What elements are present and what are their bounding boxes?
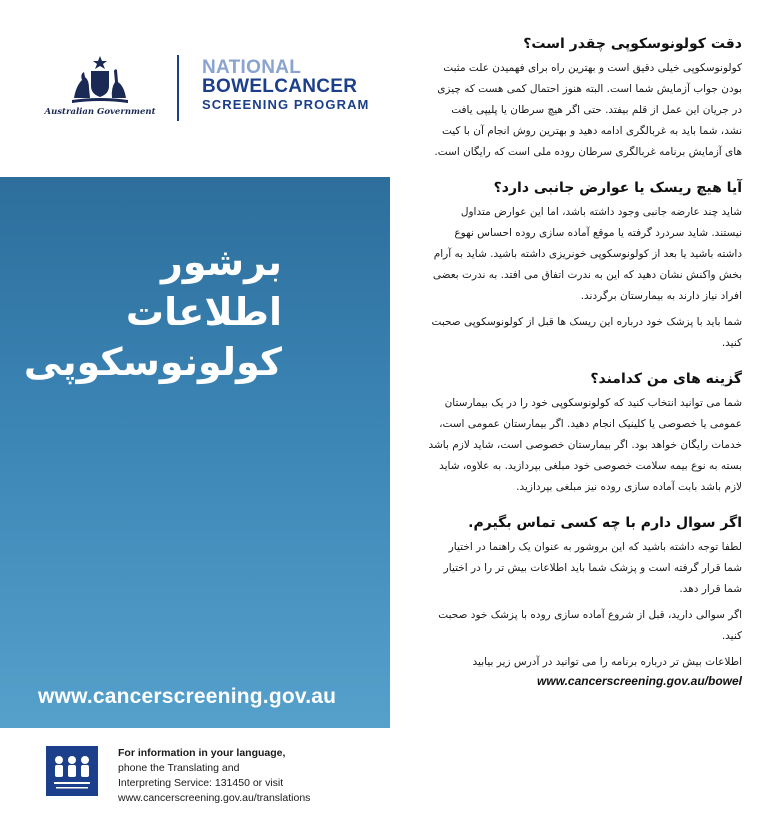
cover-title [24, 237, 282, 387]
section-heading: اگر سوال دارم با چه کسی تماس بگیرم. [468, 515, 742, 531]
government-name: Australian Government [44, 107, 156, 117]
program-logo-line3: SCREENING PROGRAM [202, 97, 370, 112]
info-column [428, 34, 742, 704]
program-logo-line2: BOWELCANCER [202, 76, 358, 97]
section-options [428, 369, 742, 498]
program-logo-line1: NATIONAL [202, 57, 302, 78]
translating-heading: For information in your language, [118, 747, 286, 759]
cover-title-line: کولونوسکوپی [23, 340, 282, 384]
bowel-info-link[interactable]: www.cancerscreening.gov.au/bowel [537, 674, 742, 688]
section-paragraph: اگر سوالی دارید، قبل از شروع آماده سازی روده با پزشک خود صحبت کنید. [438, 609, 742, 642]
section-accuracy [428, 34, 742, 163]
section-paragraph: شاید چند عارضه جانبی وجود داشته باشد، اما این عوارض متداول نیستند. شاید سردرد گرفته یا موقع آماده سازی روده احساس نهوع داشته باشید یا بعد از کولونوسکوپی خونریزی داشته باشید. شاید به آرام بخش واکنش نشان دهید که این به ندرت اتفاق می افتد. به ندرت بعضی افراد نیاز دارند به بیمارستان برگردند. [432, 206, 742, 302]
section-paragraph: اطلاعات بیش تر درباره برنامه را می توانید در آدرس زیر بیابید [472, 656, 742, 668]
section-paragraph: شما باید با پزشک خود درباره این ریسک ها قبل از کولونوسکوپی صحبت کنید. [431, 316, 742, 349]
section-heading: آیا هیچ ریسک یا عوارض جانبی دارد؟ [493, 180, 742, 196]
translating-service-text [118, 746, 310, 806]
section-paragraph: کولونوسکوپی خیلی دقیق است و بهترین راه برای فهمیدن علت مثبت بودن جواب آزمایش شما است. البته هنوز احتمال کمی هست که چیزی در جریان این عمل از قلم بیفتد. حتی اگر هیچ سرطان یا پلیپی یافت نشد، شما باید به غربالگری ادامه دهید و بهترین روش انجام آن با کیت های آزمایش برنامه غربالگری سرطان روده ملی است که رایگان است. [434, 62, 742, 158]
section-contact [428, 513, 742, 689]
logo-divider [177, 55, 179, 121]
section-risks [428, 178, 742, 354]
section-paragraph: لطفا توجه داشته باشید که این بروشور به عنوان یک راهنما در اختیار شما قرار گرفته است و پزشک شما باید اطلاعات بیش تر را در اختیار شما قرار دهد. [443, 541, 742, 595]
section-heading: دقت کولونوسکوپی چقدر است؟ [523, 36, 742, 52]
translating-link[interactable]: www.cancerscreening.gov.au/translations [118, 792, 311, 804]
government-logo [40, 56, 160, 117]
section-paragraph: شما می توانید انتخاب کنید که کولونوسکوپی خود را در یک بیمارستان عمومی یا خصوصی یا کلینیک انجام دهید. اگر بیمارستان عمومی است، خدمات رایگان خواهد بود. اگر بیمارستان خصوصی است، شاید لازم باشد بسته به نوع بیمه سلامت خصوصی خود مبلغی بپردازید. به علاوه، شاید لازم باشد بابت آماده سازی روده نیز مبلغی بپردازید. [428, 397, 742, 493]
cover-title-line: برشور [161, 240, 282, 284]
cover-website-link[interactable]: www.cancerscreening.gov.au [38, 685, 337, 708]
cover-title-line: اطلاعات [125, 290, 282, 334]
cover-panel [0, 177, 390, 728]
coat-of-arms-icon [70, 56, 130, 104]
program-logo [202, 58, 370, 111]
interpreter-icon [46, 746, 98, 796]
translating-service-block [40, 742, 380, 812]
section-heading: گزینه های من کدامند؟ [590, 371, 742, 387]
logo-bar [40, 50, 370, 130]
translating-line: phone the Translating and [118, 762, 240, 774]
translating-line: Interpreting Service: 131450 or visit [118, 777, 284, 789]
